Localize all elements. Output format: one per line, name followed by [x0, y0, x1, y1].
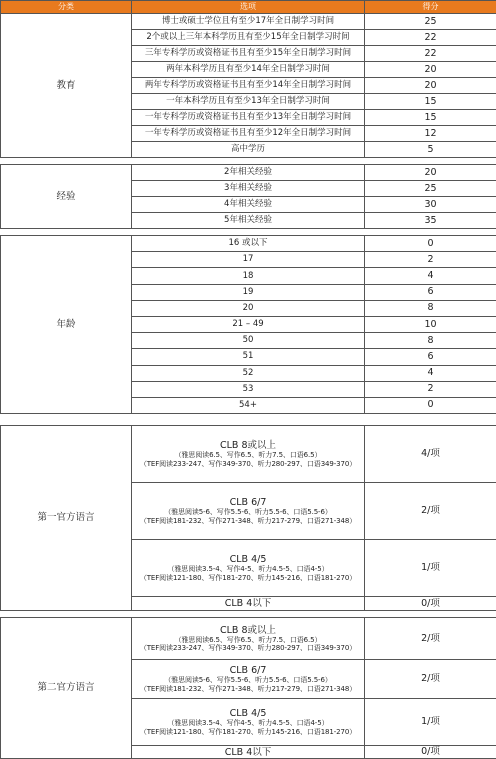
- tef-requirement: （TEF阅读233-247、写作349-370、听力280-297、口语349-370）: [132, 645, 364, 652]
- section-divider: [1, 414, 496, 426]
- table-row: [1, 236, 496, 252]
- age-option: 17: [132, 252, 365, 268]
- tef-requirement: （TEF阅读181-232、写作271-348、听力217-279、口语271-348）: [132, 518, 364, 525]
- clb-level: CLB 4以下: [132, 599, 364, 609]
- clb-level: CLB 4以下: [132, 748, 364, 758]
- header-score: 得分: [365, 1, 496, 14]
- section-gap: [1, 229, 496, 236]
- tef-requirement: （TEF阅读121-180、写作181-270、听力145-216、口语181-270）: [132, 575, 364, 582]
- second-language-option: [132, 618, 365, 660]
- first-language-score: 2/项: [365, 483, 496, 540]
- age-option: 16 或以下: [132, 236, 365, 252]
- age-category: 年龄: [1, 236, 132, 414]
- education-score: 22: [365, 30, 496, 46]
- age-score: 0: [365, 397, 496, 413]
- clb-level: CLB 8或以上: [132, 626, 364, 636]
- table-row: [1, 426, 496, 483]
- age-option: 50: [132, 333, 365, 349]
- second-language-option: [132, 699, 365, 746]
- experience-option: 4年相关经验: [132, 197, 365, 213]
- first-language-option: [132, 597, 365, 611]
- age-score: 8: [365, 300, 496, 316]
- section-gap: [1, 158, 496, 165]
- education-score: 20: [365, 78, 496, 94]
- divider-cell: [1, 414, 496, 426]
- table-row: [1, 14, 496, 30]
- first-language-score: 4/项: [365, 426, 496, 483]
- divider-cell: [1, 158, 496, 165]
- clb-level: CLB 4/5: [132, 555, 364, 565]
- ielts-requirement: （雅思阅读3.5-4、写作4-5、听力4.5-5、口语4-5）: [132, 720, 364, 727]
- first-language-score: 0/项: [365, 597, 496, 611]
- first-language-section: [1, 426, 496, 611]
- education-section: [1, 14, 496, 158]
- education-option: 博士或硕士学位且有至少17年全日制学习时间: [132, 14, 365, 30]
- clb-level: CLB 8或以上: [132, 441, 364, 451]
- ielts-requirement: （雅思阅读5-6、写作5.5-6、听力5.5-6、口语5.5-6）: [132, 677, 364, 684]
- experience-score: 25: [365, 181, 496, 197]
- education-option: 两年专科学历或资格证书且有至少14年全日制学习时间: [132, 78, 365, 94]
- first-language-option: [132, 483, 365, 540]
- second-language-score: 2/项: [365, 660, 496, 699]
- section-gap: [1, 414, 496, 426]
- education-option: 2个或以上三年本科学历且有至少15年全日制学习时间: [132, 30, 365, 46]
- age-score: 4: [365, 365, 496, 381]
- second-language-score: 0/项: [365, 746, 496, 759]
- section-divider: [1, 158, 496, 165]
- second-language-option: [132, 746, 365, 759]
- table-row: [1, 618, 496, 660]
- age-option: 52: [132, 365, 365, 381]
- age-score: 8: [365, 333, 496, 349]
- ielts-requirement: （雅思阅读6.5、写作6.5、听力7.5、口语6.5）: [132, 452, 364, 459]
- age-score: 6: [365, 284, 496, 300]
- education-score: 12: [365, 126, 496, 142]
- education-score: 15: [365, 94, 496, 110]
- education-score: 20: [365, 62, 496, 78]
- age-option: 19: [132, 284, 365, 300]
- second-language-category: 第二官方语言: [1, 618, 132, 759]
- first-language-score: 1/项: [365, 540, 496, 597]
- education-option: 一年本科学历且有至少13年全日制学习时间: [132, 94, 365, 110]
- education-option: 一年专科学历或资格证书且有至少13年全日制学习时间: [132, 110, 365, 126]
- experience-score: 35: [365, 213, 496, 229]
- age-option: 54+: [132, 397, 365, 413]
- education-category: 教育: [1, 14, 132, 158]
- tef-requirement: （TEF阅读233-247、写作349-370、听力280-297、口语349-370）: [132, 461, 364, 468]
- experience-score: 30: [365, 197, 496, 213]
- ielts-requirement: （雅思阅读5-6、写作5.5-6、听力5.5-6、口语5.5-6）: [132, 509, 364, 516]
- age-score: 2: [365, 252, 496, 268]
- tef-requirement: （TEF阅读121-180、写作181-270、听力145-216、口语181-270）: [132, 729, 364, 736]
- education-score: 5: [365, 142, 496, 158]
- education-score: 22: [365, 46, 496, 62]
- first-language-option: [132, 540, 365, 597]
- ielts-requirement: （雅思阅读3.5-4、写作4-5、听力4.5-5、口语4-5）: [132, 566, 364, 573]
- experience-section: [1, 165, 496, 229]
- age-option: 20: [132, 300, 365, 316]
- divider-cell: [1, 229, 496, 236]
- first-language-category: 第一官方语言: [1, 426, 132, 611]
- header-option: 选项: [132, 1, 365, 14]
- second-language-option: [132, 660, 365, 699]
- age-option: 18: [132, 268, 365, 284]
- education-score: 25: [365, 14, 496, 30]
- second-language-score: 2/项: [365, 618, 496, 660]
- age-score: 4: [365, 268, 496, 284]
- experience-option: 3年相关经验: [132, 181, 365, 197]
- header-category: 分类: [1, 1, 132, 14]
- divider-cell: [1, 611, 496, 618]
- table-header-row: [1, 1, 496, 14]
- education-option: 一年专科学历或资格证书且有至少12年全日制学习时间: [132, 126, 365, 142]
- section-gap: [1, 611, 496, 618]
- age-option: 51: [132, 349, 365, 365]
- clb-level: CLB 6/7: [132, 666, 364, 676]
- section-divider: [1, 611, 496, 618]
- tef-requirement: （TEF阅读181-232、写作271-348、听力217-279、口语271-348）: [132, 686, 364, 693]
- age-section: [1, 236, 496, 414]
- first-language-option: [132, 426, 365, 483]
- second-language-section: [1, 618, 496, 759]
- experience-option: 2年相关经验: [132, 165, 365, 181]
- age-option: 53: [132, 381, 365, 397]
- education-option: 两年本科学历且有至少14年全日制学习时间: [132, 62, 365, 78]
- section-divider: [1, 229, 496, 236]
- age-score: 0: [365, 236, 496, 252]
- clb-level: CLB 4/5: [132, 709, 364, 719]
- table-row: [1, 165, 496, 181]
- ielts-requirement: （雅思阅读6.5、写作6.5、听力7.5、口语6.5）: [132, 637, 364, 644]
- second-language-score: 1/项: [365, 699, 496, 746]
- age-option: 21 – 49: [132, 316, 365, 332]
- education-score: 15: [365, 110, 496, 126]
- experience-score: 20: [365, 165, 496, 181]
- experience-option: 5年相关经验: [132, 213, 365, 229]
- experience-category: 经验: [1, 165, 132, 229]
- age-score: 10: [365, 316, 496, 332]
- age-score: 6: [365, 349, 496, 365]
- education-option: 高中学历: [132, 142, 365, 158]
- clb-level: CLB 6/7: [132, 498, 364, 508]
- education-option: 三年专科学历或资格证书且有至少15年全日制学习时间: [132, 46, 365, 62]
- age-score: 2: [365, 381, 496, 397]
